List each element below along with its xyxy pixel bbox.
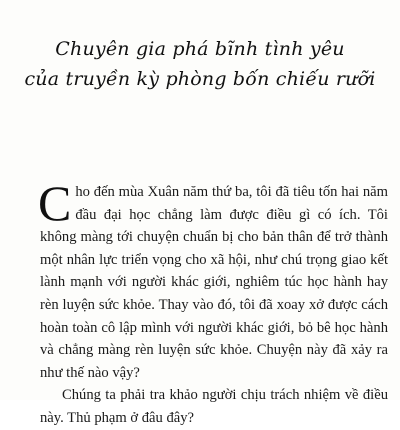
chapter-title-line-1: Chuyên gia phá bĩnh tình yêu — [55, 38, 345, 60]
paragraph-2 — [40, 384, 388, 429]
chapter-body — [38, 175, 388, 430]
paragraph-1-text: ho đến mùa Xuân năm thứ ba, tôi đã tiêu tốn hai năm đầu đại học chẳng làm được điều gì có ích. Tôi không màng tới chuyện chuẩn bị cho bản thân để trở thành một nhân lực triển vọng cho xã hội, như chú trọng giao kết lành mạnh với người khác giới, nghiêm túc học hành hay rèn luyện sức khỏe. Thay vào đó, tôi đã xoay xở được cách hoàn toàn cô lập mình với người khác giới, bỏ bê học hành và chẳng màng rèn luyện sức khỏe. Chuyện này đã xảy ra như thế nào vậy? — [40, 184, 388, 381]
chapter-title-line-2: của truyền kỳ phòng bốn chiếu rưỡi — [24, 68, 376, 90]
paragraph-2-text: Chúng ta phải tra khảo người chịu trách nhiệm về điều này. Thủ phạm ở đâu đây? — [40, 387, 388, 426]
paragraph-1 — [38, 175, 388, 384]
drop-cap: C — [38, 175, 72, 231]
chapter-title — [0, 34, 400, 94]
